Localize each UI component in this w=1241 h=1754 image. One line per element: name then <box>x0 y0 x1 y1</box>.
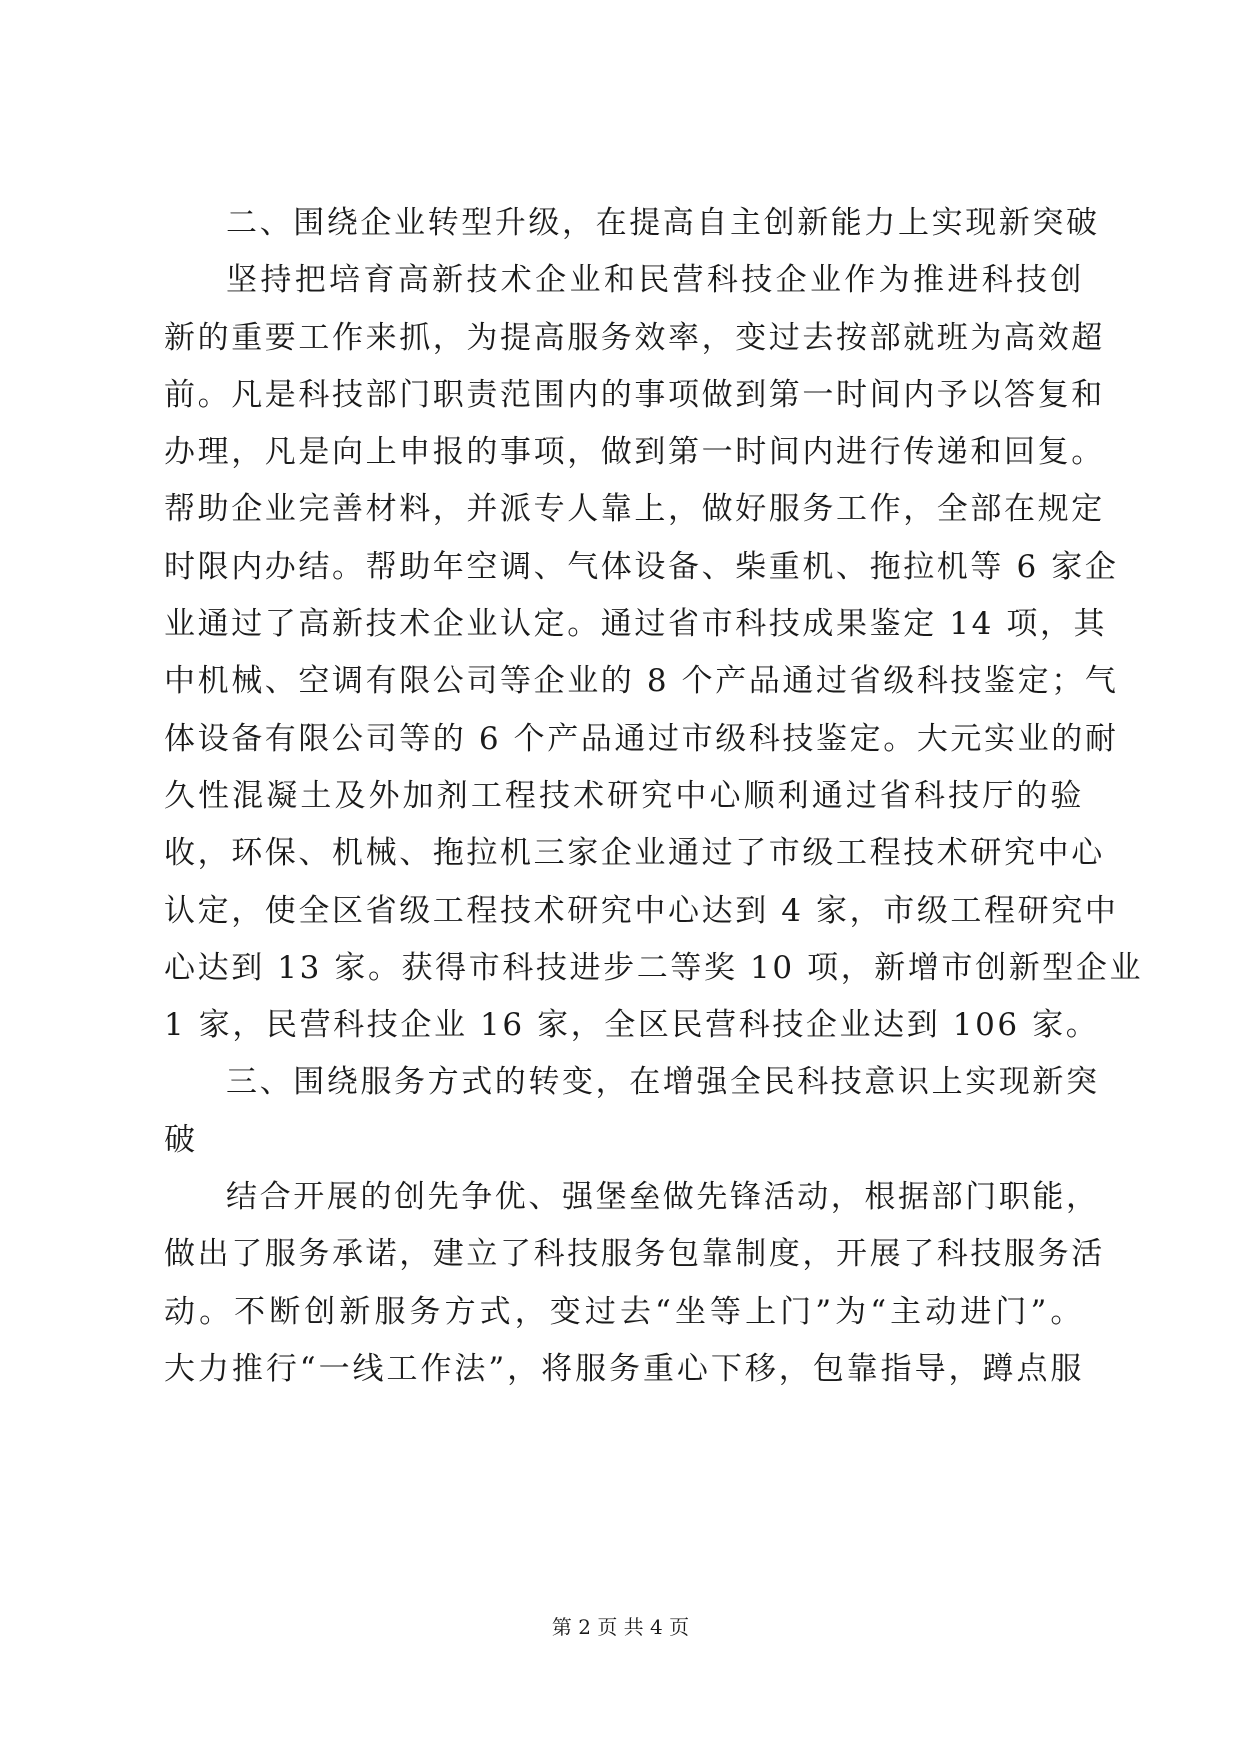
text-line: 久性混凝土及外加剂工程技术研究中心顺利通过省科技厅的验 <box>164 777 1084 814</box>
text-line: 帮助企业完善材料，并派专人靠上，做好服务工作，全部在规定 <box>164 491 1105 528</box>
text-line: 动。不断创新服务方式，变过去“坐等上门”为“主动进门”。 <box>164 1293 1084 1330</box>
text-line: 做出了服务承诺，建立了科技服务包靠制度，开展了科技服务活 <box>164 1236 1105 1273</box>
text-line: 二、围绕企业转型升级，在提高自主创新能力上实现新突破 <box>226 205 1100 241</box>
text-line: 新的重要工作来抓，为提高服务效率，变过去按部就班为高效超 <box>164 319 1105 356</box>
text-line: 收，环保、机械、拖拉机三家企业通过了市级工程技术研究中心 <box>164 835 1105 872</box>
text-line: 大力推行“一线工作法”，将服务重心下移，包靠指导，蹲点服 <box>164 1350 1084 1387</box>
text-line: 时限内办结。帮助年空调、气体设备、柴重机、拖拉机等 6 家企 <box>164 548 1119 585</box>
page-footer: 第 2 页 共 4 页 <box>551 1615 690 1639</box>
text-line: 办理，凡是向上申报的事项，做到第一时间内进行传递和回复。 <box>164 434 1105 471</box>
text-line: 三、围绕服务方式的转变，在增强全民科技意识上实现新突 <box>226 1064 1100 1101</box>
document-body <box>164 195 1144 1398</box>
text-line: 结合开展的创先争优、强堡垒做先锋活动，根据部门职能， <box>226 1179 1100 1216</box>
text-line: 坚持把培育高新技术企业和民营科技企业作为推进科技创 <box>226 262 1084 299</box>
text-line: 业通过了高新技术企业认定。通过省市科技成果鉴定 14 项，其 <box>164 606 1108 643</box>
text-line: 体设备有限公司等的 6 个产品通过市级科技鉴定。大元实业的耐 <box>164 720 1119 757</box>
text-line: 1 家，民营科技企业 16 家，全区民营科技企业达到 106 家。 <box>164 1007 1100 1044</box>
text-line: 认定，使全区省级工程技术研究中心达到 4 家，市级工程研究中 <box>164 892 1119 929</box>
text-line: 前。凡是科技部门职责范围内的事项做到第一时间内予以答复和 <box>164 376 1105 413</box>
text-line: 心达到 13 家。获得市科技进步二等奖 10 项，新增市创新型企业 <box>164 949 1144 986</box>
text-line: 中机械、空调有限公司等企业的 8 个产品通过省级科技鉴定；气 <box>164 663 1119 700</box>
text-line: 破 <box>164 1121 198 1158</box>
